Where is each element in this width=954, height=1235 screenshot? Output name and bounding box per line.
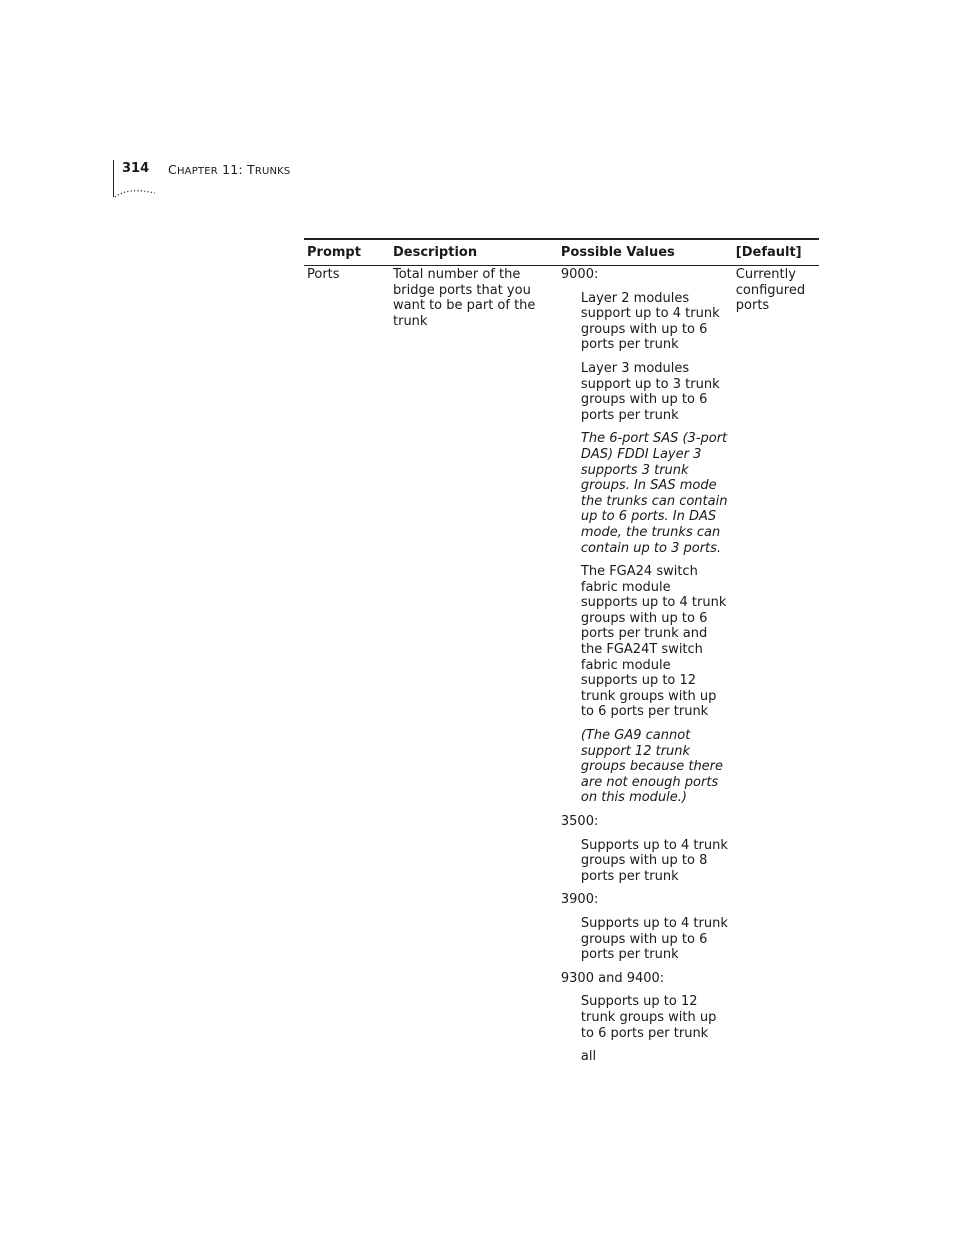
page-number: 314 — [122, 161, 150, 176]
table-row — [304, 266, 819, 1073]
column-header-default: [Default] — [733, 239, 819, 266]
running-header — [113, 160, 413, 200]
value-note: (The GA9 cannot support 12 trunk groups because there are not enough ports on this module.) — [580, 728, 724, 806]
value-item: Layer 2 modules support up to 4 trunk groups with up to 6 ports per trunk — [580, 290, 720, 353]
platform-heading: 9000: — [560, 267, 599, 282]
platform-heading: 3500: — [560, 814, 599, 829]
value-item: all — [580, 1049, 597, 1065]
value-item: Supports up to 12 trunk groups with up to 6 ports per trunk — [580, 994, 717, 1041]
prompt-cell: Ports — [307, 267, 340, 282]
dotted-curve-ornament — [114, 186, 156, 198]
value-note: The 6-port SAS (3-port DAS) FDDI Layer 3 supports 3 trunk groups. In SAS mode the trunks can contain up to 6 ports. In DAS mode, the trunks can contain up to 3 ports. — [580, 431, 728, 556]
possible-values-cell — [558, 266, 733, 1073]
value-item: Supports up to 4 trunk groups with up to 6 ports per trunk — [580, 915, 728, 963]
value-item: The FGA24 switch fabric module supports up to 4 trunk groups with up to 6 ports per trunk and the FGA24T switch fabric module supports up to 12 trunk groups with up to 6 ports per trunk — [580, 564, 727, 720]
platform-heading: 3900: — [560, 892, 599, 908]
value-item: Supports up to 4 trunk groups with up to 8 ports per trunk — [580, 837, 728, 884]
table-header-row — [304, 239, 819, 266]
value-item: Layer 3 modules support up to 3 trunk groups with up to 6 ports per trunk — [580, 360, 720, 423]
default-cell: Currently configured ports — [735, 267, 806, 314]
description-cell: Total number of the bridge ports that you want to be part of the trunk — [393, 267, 536, 329]
column-header-possible-values: Possible Values — [558, 239, 733, 266]
column-header-description: Description — [390, 239, 558, 266]
chapter-title: CHAPTER 11: TRUNKS — [168, 162, 291, 177]
platform-heading: 9300 and 9400: — [560, 970, 665, 986]
prompt-table — [304, 238, 819, 1073]
column-header-prompt: Prompt — [304, 239, 390, 266]
